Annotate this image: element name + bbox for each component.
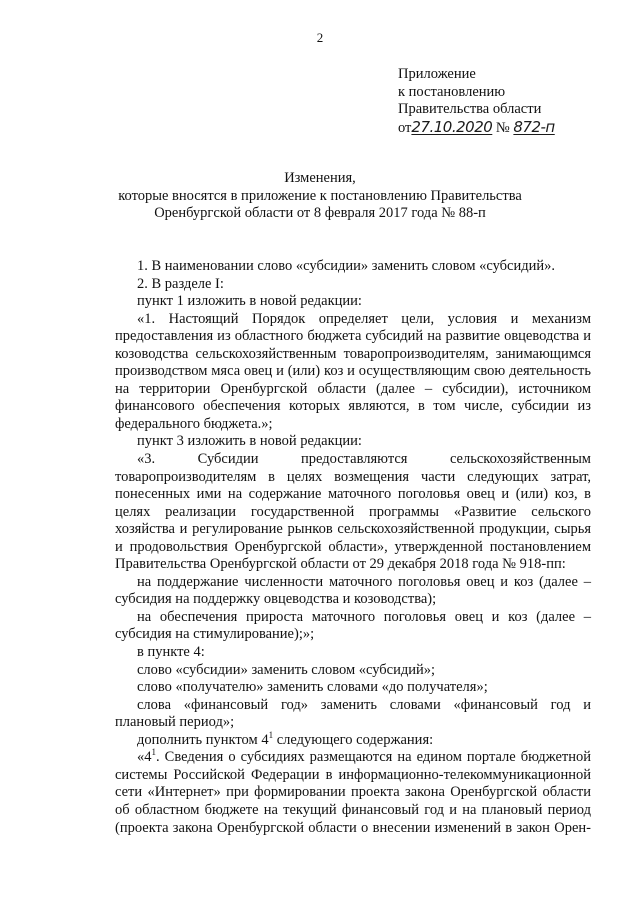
document-body <box>115 258 591 837</box>
title-line-2: которые вносятся в приложение к постановлению Правительства <box>118 187 522 204</box>
paragraph: слово «получателю» заменить словами «до получателя»; <box>137 679 488 696</box>
paragraph: «1. Настоящий Порядок определяет цели, условия и механизм предоставления из областного бюджета субсидий на развитие овцеводства и козоводства сельскохозяйственным товаропроизводителям, занимающимся производством мяса овец и (или) коз и осуществляющим свою деятельность на территории Оренбургской области (далее – субсидии), источником финансового обеспечения которых являются, в том числе, субсидии из федерального бюджета.»; <box>115 310 591 432</box>
appendix-line-1: Приложение <box>398 66 476 82</box>
date-prefix: от <box>398 119 412 136</box>
paragraph: в пункте 4: <box>137 644 205 661</box>
handwritten-date: 27.10.2020 <box>411 117 493 136</box>
paragraph: пункт 3 изложить в новой редакции: <box>137 433 362 450</box>
appendix-line-3: Правительства области <box>398 101 542 117</box>
paragraph-point-4-1 <box>115 749 591 837</box>
appendix-date-line <box>398 119 555 138</box>
text-run: «4 <box>137 749 152 766</box>
handwritten-number: 872-п <box>513 117 555 136</box>
number-prefix: № <box>495 119 510 136</box>
document-title <box>0 170 640 223</box>
appendix-line-2: к постановлению <box>398 83 506 100</box>
page-number: 2 <box>316 30 324 45</box>
superscript: 1 <box>151 747 156 758</box>
title-line-1: Изменения, <box>284 170 356 186</box>
paragraph: 2. В разделе I: <box>137 275 224 292</box>
text-run: следующего содержания: <box>273 731 434 748</box>
paragraph: слова «финансовый год» заменить словами «финансовый год и плановый период»; <box>115 696 591 731</box>
text-run: . Сведения о субсидиях размещаются на едином портале бюджетной системы Российской Федерации в информационно-телекоммуникационной сети «Интернет» при формировании проекта закона Оренбургской области об областном бюджете на текущий финансовый год и на плановый период (проекта закона Оренбургской области о внесении изменений в закон Орен- <box>115 749 591 836</box>
paragraph: 1. В наименовании слово «субсидии» заменить словом «субсидий». <box>137 258 556 274</box>
paragraph: пункт 1 изложить в новой редакции: <box>137 293 362 310</box>
paragraph: слово «субсидии» заменить словом «субсидий»; <box>137 661 436 678</box>
paragraph: «3. Субсидии предоставляются сельскохозяйственным товаропроизводителям в целях возмещения части следующих затрат, понесенных ими на содержание маточного поголовья овец и (или) коз, в целях реализации государственной программы «Развитие сельского хозяйства и регулирование рынков сельскохозяйственной продукции, сырья и продовольствия Оренбургской области», утвержденной постановлением Правительства Оренбургской области от 29 декабря 2018 года № 918-пп: <box>115 451 591 573</box>
paragraph: на обеспечения прироста маточного поголовья овец и коз (далее – субсидия на стимулирование);»; <box>115 608 591 643</box>
paragraph-add-point <box>115 729 591 750</box>
title-line-3: Оренбургской области от 8 февраля 2017 года № 88-п <box>154 205 486 221</box>
superscript: 1 <box>268 729 274 740</box>
text-run: дополнить пунктом 4 <box>137 731 269 748</box>
paragraph: на поддержание численности маточного поголовья овец и коз (далее – субсидия на поддержку овцеводства и козоводства); <box>115 573 591 608</box>
appendix-header <box>398 66 555 137</box>
